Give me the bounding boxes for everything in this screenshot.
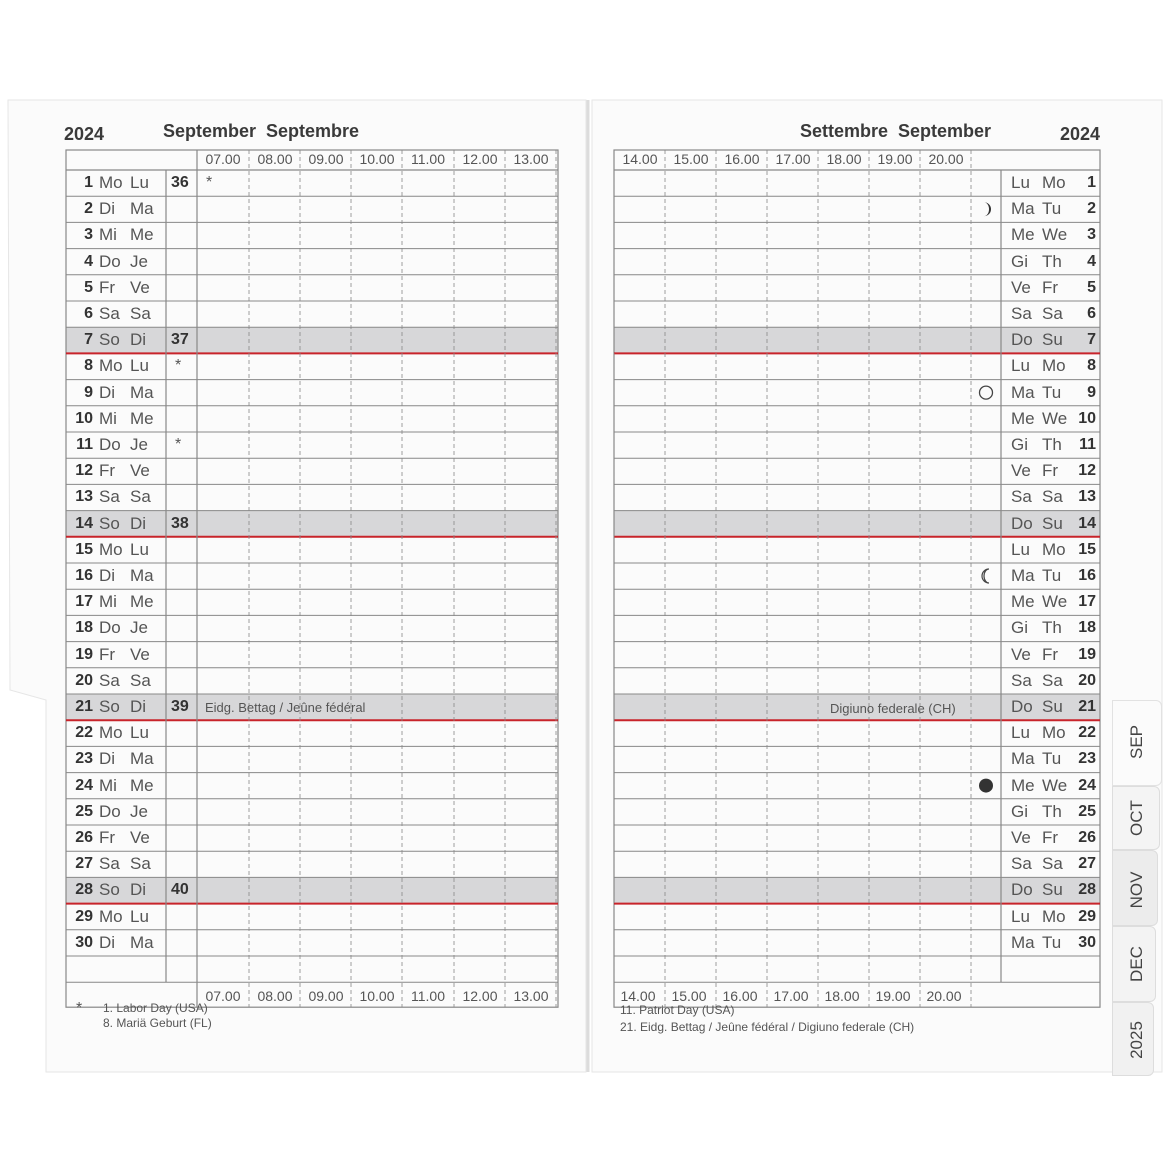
left-day-abbr-de: Do — [99, 435, 121, 454]
left-day-abbr-de: Di — [99, 749, 116, 769]
right-day-abbr-it: Sa — [1011, 854, 1032, 874]
right-day-number: 18 — [1078, 619, 1096, 637]
right-day-abbr-it: Ve — [1011, 461, 1031, 481]
right-day-abbr-it: Do — [1011, 330, 1033, 350]
left-hour-label-bottom: 10.00 — [359, 988, 395, 1005]
right-day-abbr-en: Mo — [1042, 723, 1066, 743]
left-day-number: 15 — [75, 540, 93, 558]
left-day-number: 3 — [84, 226, 93, 244]
right-day-abbr-en: Su — [1042, 880, 1063, 900]
left-hour-label-top: 12.00 — [462, 151, 498, 167]
left-hour-label-bottom: 13.00 — [513, 988, 549, 1005]
week-number: 37 — [171, 331, 189, 349]
week-number: 40 — [171, 881, 189, 899]
right-hour-label-bottom: 15.00 — [671, 988, 707, 1005]
right-day-abbr-en: Tu — [1042, 199, 1062, 219]
right-day-number: 16 — [1078, 567, 1096, 584]
right-day-abbr-it: Lu — [1011, 906, 1030, 926]
right-day-number: 26 — [1078, 829, 1096, 846]
left-day-number: 4 — [84, 252, 93, 270]
left-day-abbr-de: Do — [99, 251, 121, 271]
tab-sep-label: SEP — [1127, 724, 1146, 760]
left-day-abbr-de: Do — [99, 618, 121, 638]
tab-2025-label: 2025 — [1127, 1021, 1146, 1059]
right-day-number: 5 — [1087, 278, 1096, 296]
right-day-number: 11 — [1079, 436, 1096, 453]
week-number: 36 — [171, 174, 189, 191]
left-day-number: 2 — [84, 200, 93, 218]
right-day-abbr-en: Th — [1042, 618, 1062, 638]
left-day-abbr-de: Mi — [99, 592, 117, 612]
right-day-number: 29 — [1078, 907, 1096, 925]
left-day-abbr-de: Mi — [99, 775, 117, 795]
right-day-abbr-en: We — [1042, 225, 1068, 245]
left-day-abbr-fr: Ve — [130, 461, 150, 481]
right-day-abbr-en: Sa — [1042, 304, 1063, 323]
right-day-abbr-en: Fr — [1042, 828, 1059, 847]
left-day-number: 9 — [84, 383, 93, 401]
right-day-number: 3 — [1087, 226, 1096, 244]
left-day-abbr-de: Fr — [99, 277, 116, 297]
right-day-number: 27 — [1078, 855, 1096, 873]
right-day-abbr-en: Mo — [1042, 906, 1066, 926]
left-day-abbr-fr: Sa — [130, 854, 151, 874]
left-day-number: 14 — [75, 514, 93, 532]
tab-nov-label: NOV — [1127, 871, 1146, 909]
right-day-abbr-it: Ma — [1011, 199, 1035, 219]
right-footnote-2: 21. Eidg. Bettag / Jeûne fédéral / Digiuno federale (CH) — [620, 1020, 915, 1034]
week-number: 38 — [171, 514, 189, 532]
left-day-number: 7 — [84, 331, 93, 349]
right-day-abbr-en: Tu — [1042, 382, 1062, 402]
right-hour-label-top: 16.00 — [724, 151, 760, 167]
right-day-abbr-it: Do — [1011, 513, 1033, 533]
left-hour-label-bottom: 07.00 — [205, 988, 241, 1005]
right-year: 2024 — [1060, 124, 1101, 144]
tab-oct-label: OCT — [1127, 800, 1146, 836]
left-day-number: 16 — [75, 567, 93, 584]
right-hour-label-top: 17.00 — [775, 151, 811, 167]
right-day-abbr-it: Ve — [1011, 828, 1031, 847]
left-hour-label-bottom: 09.00 — [308, 988, 344, 1005]
left-day-number: 22 — [75, 724, 93, 742]
right-day-number: 30 — [1078, 933, 1096, 951]
left-hour-label-bottom: 08.00 — [257, 988, 293, 1005]
right-day-abbr-it: Gi — [1011, 618, 1028, 638]
left-day-number: 27 — [75, 855, 93, 873]
left-day-number: 25 — [75, 802, 93, 820]
right-day-abbr-it: Me — [1011, 225, 1035, 245]
right-day-abbr-it: Sa — [1011, 304, 1032, 323]
holiday-label: Eidg. Bettag / Jeûne fédéral — [205, 700, 366, 715]
left-day-number: 11 — [76, 436, 93, 453]
moon-waning-icon — [982, 569, 989, 583]
footnote-asterisk: * — [175, 357, 182, 375]
right-day-abbr-en: Tu — [1042, 566, 1062, 585]
right-hour-label-top: 20.00 — [928, 151, 964, 167]
right-day-abbr-it: Gi — [1011, 251, 1028, 271]
left-day-number: 19 — [75, 645, 93, 663]
right-day-number: 25 — [1078, 802, 1096, 820]
right-hour-label-top: 18.00 — [826, 151, 862, 167]
right-day-number: 1 — [1087, 174, 1096, 191]
left-day-abbr-de: Mi — [99, 225, 117, 245]
left-day-abbr-fr: Me — [130, 225, 154, 245]
right-day-number: 8 — [1087, 357, 1096, 375]
left-day-abbr-de: Di — [99, 382, 116, 402]
left-day-abbr-fr: Di — [130, 697, 147, 716]
right-hour-label-bottom: 20.00 — [926, 988, 962, 1005]
right-day-abbr-en: Fr — [1042, 277, 1059, 297]
right-hour-label-bottom: 14.00 — [620, 988, 656, 1005]
left-day-number: 17 — [75, 593, 93, 611]
left-day-abbr-fr: Lu — [130, 723, 149, 743]
week-number: 39 — [171, 698, 189, 715]
left-day-abbr-de: Mo — [99, 173, 123, 192]
left-day-abbr-de: So — [99, 330, 120, 350]
left-day-abbr-fr: Je — [130, 435, 148, 454]
moon-new-icon — [979, 779, 993, 793]
right-hour-label-top: 19.00 — [877, 151, 913, 167]
left-day-abbr-fr: Di — [130, 880, 147, 900]
left-day-number: 21 — [75, 698, 93, 715]
right-day-number: 4 — [1087, 252, 1096, 270]
left-month-title: September Septembre — [163, 121, 360, 141]
right-day-abbr-en: Mo — [1042, 539, 1066, 559]
right-day-number: 9 — [1087, 383, 1096, 401]
right-day-abbr-en: Tu — [1042, 749, 1062, 769]
left-day-number: 18 — [75, 619, 93, 637]
left-day-number: 10 — [75, 409, 93, 427]
right-day-abbr-it: Ma — [1011, 566, 1035, 585]
left-day-number: 8 — [84, 357, 93, 375]
left-day-abbr-fr: Sa — [130, 304, 151, 323]
left-day-abbr-fr: Lu — [130, 906, 149, 926]
left-day-abbr-de: Sa — [99, 854, 120, 874]
right-day-number: 13 — [1078, 488, 1096, 506]
left-day-abbr-de: Di — [99, 932, 116, 952]
left-day-abbr-fr: Ve — [130, 828, 150, 847]
right-day-abbr-it: Ma — [1011, 932, 1035, 952]
right-day-number: 10 — [1078, 409, 1096, 427]
right-hour-label-bottom: 18.00 — [824, 988, 860, 1005]
left-day-number: 30 — [75, 933, 93, 951]
right-day-abbr-en: Sa — [1042, 854, 1063, 874]
left-day-number: 28 — [75, 881, 93, 899]
left-day-number: 13 — [75, 488, 93, 506]
left-day-abbr-fr: Ma — [130, 382, 154, 402]
left-day-abbr-de: Fr — [99, 644, 116, 664]
right-day-abbr-it: Ve — [1011, 644, 1031, 664]
moon-waxing-icon — [984, 202, 991, 216]
right-day-abbr-en: We — [1042, 408, 1068, 428]
left-day-abbr-fr: Lu — [130, 356, 149, 376]
left-day-abbr-fr: Me — [130, 775, 154, 795]
right-day-abbr-en: Tu — [1042, 932, 1062, 952]
left-day-abbr-fr: Ma — [130, 749, 154, 769]
right-day-number: 19 — [1078, 645, 1096, 663]
right-day-number: 14 — [1078, 514, 1096, 532]
right-day-abbr-it: Lu — [1011, 723, 1030, 743]
left-day-abbr-de: Sa — [99, 304, 120, 323]
left-day-abbr-de: Fr — [99, 828, 116, 847]
left-day-abbr-de: So — [99, 697, 120, 716]
right-hour-label-bottom: 16.00 — [722, 988, 758, 1005]
left-day-number: 23 — [75, 750, 93, 768]
right-day-abbr-it: Lu — [1011, 356, 1030, 376]
right-day-abbr-it: Me — [1011, 408, 1035, 428]
right-footnote-1: 11. Patriot Day (USA) — [620, 1003, 735, 1017]
left-day-abbr-de: Mo — [99, 906, 123, 926]
left-day-abbr-fr: Je — [130, 251, 148, 271]
right-day-abbr-it: Ma — [1011, 382, 1035, 402]
right-month-title: Settembre September — [800, 121, 992, 141]
left-hour-label-bottom: 11.00 — [411, 988, 445, 1005]
left-day-abbr-fr: Di — [130, 513, 147, 533]
right-day-abbr-en: Fr — [1042, 461, 1059, 481]
right-day-number: 28 — [1078, 881, 1096, 899]
right-day-number: 23 — [1078, 750, 1096, 768]
right-day-abbr-en: Su — [1042, 330, 1063, 350]
left-day-abbr-de: Mi — [99, 408, 117, 428]
right-day-number: 2 — [1087, 200, 1096, 218]
left-day-number: 26 — [75, 829, 93, 846]
right-day-abbr-it: Do — [1011, 880, 1033, 900]
moon-full-icon — [980, 386, 993, 399]
left-day-abbr-de: Mo — [99, 539, 123, 559]
left-day-number: 20 — [75, 671, 93, 689]
left-day-abbr-de: Di — [99, 199, 116, 219]
right-day-abbr-it: Do — [1011, 697, 1033, 716]
right-day-abbr-en: Th — [1042, 251, 1062, 271]
left-day-abbr-fr: Ma — [130, 932, 154, 952]
left-hour-label-top: 10.00 — [359, 151, 395, 167]
right-day-number: 22 — [1078, 724, 1096, 742]
right-day-number: 17 — [1078, 593, 1096, 611]
right-day-abbr-en: Su — [1042, 513, 1063, 533]
right-day-number: 24 — [1078, 776, 1096, 794]
left-day-abbr-de: Fr — [99, 461, 116, 481]
left-day-abbr-de: So — [99, 513, 120, 533]
right-day-number: 15 — [1078, 540, 1096, 558]
right-day-abbr-it: Lu — [1011, 173, 1030, 192]
left-day-abbr-fr: Ve — [130, 277, 150, 297]
left-day-number: 12 — [75, 462, 93, 480]
right-day-abbr-it: Me — [1011, 592, 1035, 612]
right-day-abbr-en: We — [1042, 592, 1068, 612]
right-day-abbr-en: Sa — [1042, 670, 1063, 690]
right-hour-label-top: 15.00 — [673, 151, 709, 167]
right-day-number: 21 — [1078, 698, 1096, 715]
right-day-abbr-en: We — [1042, 775, 1068, 795]
right-day-abbr-en: Th — [1042, 801, 1062, 821]
right-day-abbr-it: Sa — [1011, 487, 1032, 507]
left-day-abbr-fr: Lu — [130, 539, 149, 559]
left-day-number: 6 — [84, 305, 93, 322]
right-day-abbr-it: Ma — [1011, 749, 1035, 769]
right-hour-label-bottom: 19.00 — [875, 988, 911, 1005]
left-day-abbr-de: Mo — [99, 723, 123, 743]
right-day-abbr-en: Fr — [1042, 644, 1059, 664]
left-day-abbr-de: Sa — [99, 487, 120, 507]
left-hour-label-top: 11.00 — [411, 151, 445, 167]
left-footnote-mark: * — [76, 1000, 83, 1017]
left-day-abbr-fr: Me — [130, 408, 154, 428]
right-hour-label-top: 14.00 — [622, 151, 658, 167]
right-day-abbr-it: Gi — [1011, 801, 1028, 821]
left-day-abbr-de: Sa — [99, 670, 120, 690]
left-day-number: 24 — [75, 776, 93, 794]
left-day-number: 1 — [84, 174, 93, 191]
right-day-abbr-it: Lu — [1011, 539, 1030, 559]
left-day-abbr-fr: Di — [130, 330, 147, 350]
holiday-label: Digiuno federale (CH) — [830, 701, 956, 716]
left-footnote-1: 1. Labor Day (USA) — [103, 1001, 208, 1015]
tab-dec-label: DEC — [1127, 946, 1146, 982]
right-day-abbr-en: Su — [1042, 697, 1063, 716]
left-day-abbr-fr: Me — [130, 592, 154, 612]
right-day-number: 20 — [1078, 671, 1096, 689]
right-day-abbr-en: Mo — [1042, 356, 1066, 376]
right-day-abbr-it: Gi — [1011, 435, 1028, 454]
left-day-abbr-de: Di — [99, 566, 116, 585]
left-day-abbr-fr: Sa — [130, 670, 151, 690]
left-day-abbr-fr: Je — [130, 618, 148, 638]
left-year: 2024 — [64, 124, 105, 144]
left-hour-label-bottom: 12.00 — [462, 988, 498, 1005]
footnote-asterisk: * — [175, 436, 182, 453]
right-day-abbr-it: Me — [1011, 775, 1035, 795]
left-day-number: 29 — [75, 907, 93, 925]
left-day-abbr-fr: Lu — [130, 173, 149, 192]
right-day-number: 6 — [1087, 305, 1096, 322]
right-day-number: 7 — [1087, 331, 1096, 349]
left-footnote-2: 8. Mariä Geburt (FL) — [103, 1016, 212, 1030]
left-day-abbr-fr: Je — [130, 801, 148, 821]
left-hour-label-top: 09.00 — [308, 151, 344, 167]
right-day-abbr-it: Sa — [1011, 670, 1032, 690]
left-hour-label-top: 13.00 — [513, 151, 549, 167]
left-day-abbr-fr: Ve — [130, 644, 150, 664]
left-hour-label-top: 08.00 — [257, 151, 293, 167]
left-day-abbr-de: So — [99, 880, 120, 900]
footnote-asterisk: * — [206, 174, 213, 191]
right-hour-label-bottom: 17.00 — [773, 988, 809, 1005]
left-day-abbr-fr: Ma — [130, 199, 154, 219]
right-day-abbr-en: Th — [1042, 435, 1062, 454]
left-hour-label-top: 07.00 — [205, 151, 241, 167]
left-day-abbr-fr: Sa — [130, 487, 151, 507]
left-day-number: 5 — [84, 278, 93, 296]
right-day-abbr-it: Ve — [1011, 277, 1031, 297]
left-day-abbr-fr: Ma — [130, 566, 154, 585]
right-day-abbr-en: Mo — [1042, 173, 1066, 192]
right-day-number: 12 — [1078, 462, 1096, 480]
right-day-abbr-en: Sa — [1042, 487, 1063, 507]
left-day-abbr-de: Do — [99, 801, 121, 821]
left-day-abbr-de: Mo — [99, 356, 123, 376]
